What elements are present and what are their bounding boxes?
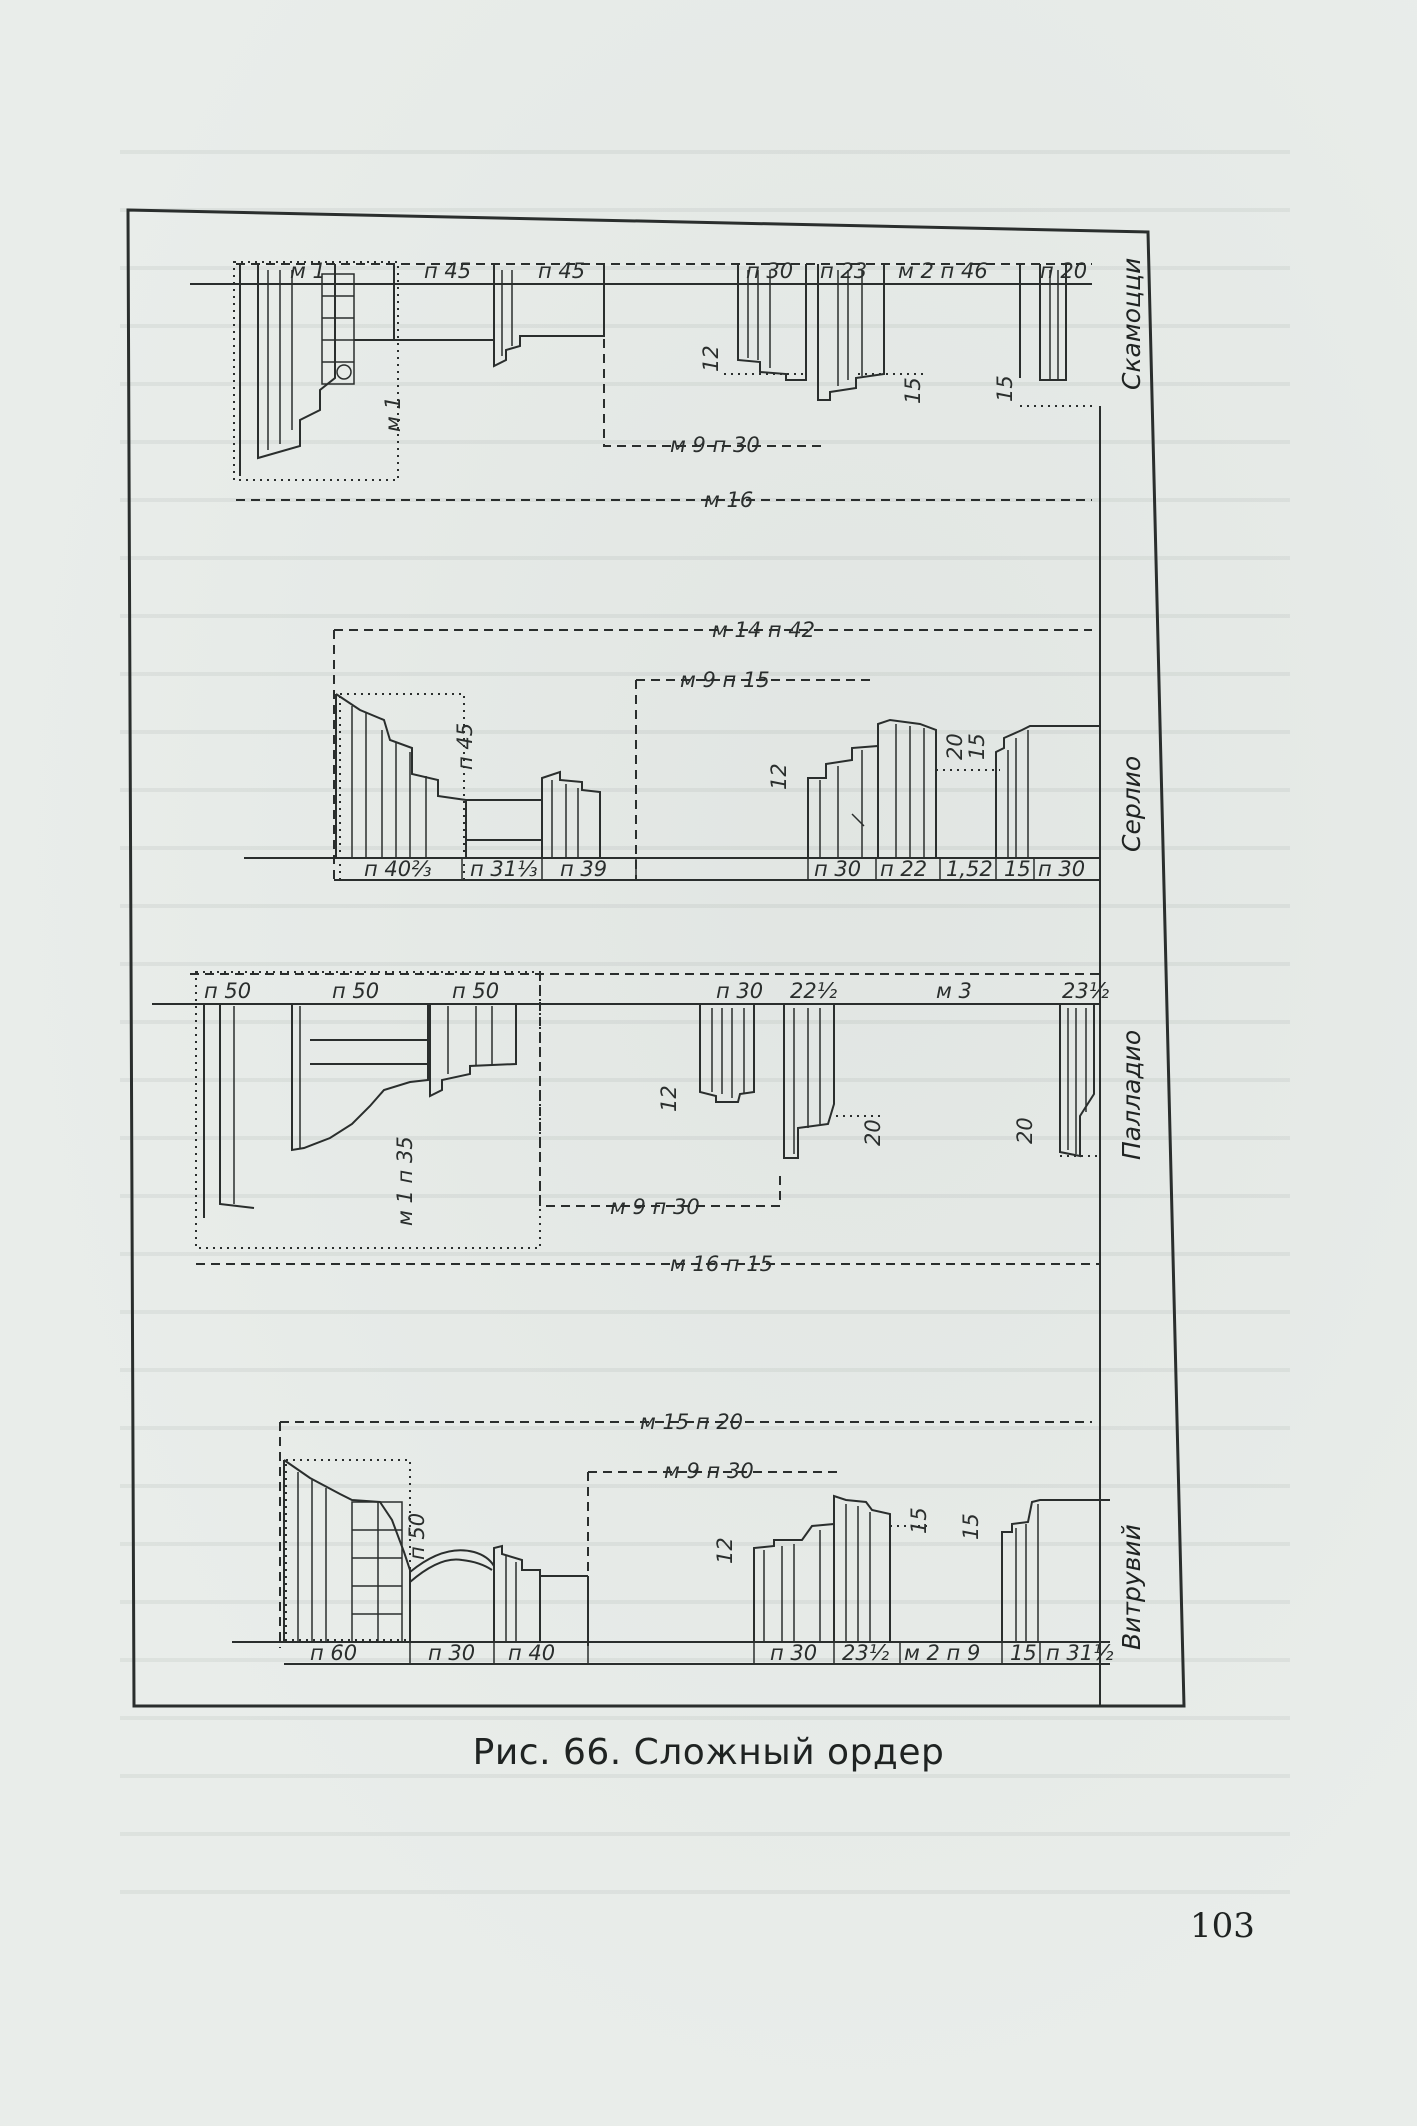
panel-4-label: п 40 xyxy=(508,1641,556,1665)
panel-2-label: п 22 xyxy=(880,857,928,881)
panel-2-label: 15 xyxy=(965,733,989,760)
panel-1-label: м 2 п 46 xyxy=(898,259,988,283)
panel-3-dimension: м 16 п 15 xyxy=(670,1252,774,1276)
cornice-profile xyxy=(204,1004,516,1218)
panel-4-label: п 60 xyxy=(310,1641,358,1665)
panel-2-label: п 30 xyxy=(814,857,862,881)
panel-1-label: м 1 xyxy=(381,396,405,432)
figure-frame xyxy=(128,210,1184,1706)
panel-3-label: п 30 xyxy=(716,979,764,1003)
panel-1-label: п 45 xyxy=(538,259,586,283)
panel-4-label: 15 xyxy=(959,1513,983,1540)
panel-4-dimension: м 15 п 20 xyxy=(640,1410,744,1434)
panel-4-dimension: м 9 п 30 xyxy=(664,1459,754,1483)
panel-2-label: п 30 xyxy=(1038,857,1086,881)
panel-3-label: п 50 xyxy=(204,979,252,1003)
panel-3-label: п 50 xyxy=(452,979,500,1003)
cornice-profile xyxy=(284,1460,494,1642)
panel-2-label: 1,52 xyxy=(946,857,993,881)
pedestal-outline xyxy=(340,694,464,880)
panel-4-label: 15 xyxy=(907,1507,931,1534)
pedestal-outline xyxy=(286,1460,410,1640)
figure-caption: Рис. 66. Сложный ордер xyxy=(472,1732,945,1773)
panel-3-label: 20 xyxy=(861,1119,885,1146)
panel-3-label: м 3 xyxy=(936,979,972,1003)
panel-2-label: п 31⅓ xyxy=(470,857,538,881)
author-label-serlio: Серлио xyxy=(1117,755,1146,852)
panel-scamozzi xyxy=(190,262,1092,500)
panel-4-label: 23½ xyxy=(842,1641,890,1665)
panel-1-label: п 45 xyxy=(424,259,472,283)
panel-3-dimension: м 9 п 30 xyxy=(610,1195,700,1219)
panel-4-label: 15 xyxy=(1010,1641,1037,1665)
capital-profile xyxy=(542,772,600,858)
panel-2-dimension: м 9 п 15 xyxy=(680,668,770,692)
page-number: 103 xyxy=(1190,1906,1255,1946)
author-label-scamozzi: Скамоцци xyxy=(1117,257,1146,390)
profile-group-d xyxy=(1020,264,1092,406)
panel-4-label: м 2 п 9 xyxy=(904,1641,981,1665)
panel-2-label: п 40⅔ xyxy=(364,857,432,881)
panel-1-label: 15 xyxy=(993,375,1017,402)
panel-2-label: 15 xyxy=(1004,857,1031,881)
panel-1-dimension: м 16 xyxy=(704,488,754,512)
panel-2-label: 20 xyxy=(943,733,967,760)
panel-3-label: 12 xyxy=(657,1085,681,1112)
panel-1-dimension: м 9 п 30 xyxy=(670,433,760,457)
profile-group-d xyxy=(1060,1004,1100,1156)
panel-1-label: п 23 xyxy=(820,259,868,283)
profile-group-c xyxy=(1002,1500,1110,1642)
panel-2-label: п 45 xyxy=(453,722,477,770)
panel-1-label: п 30 xyxy=(746,259,794,283)
panel-4-label: п 31½ xyxy=(1046,1641,1114,1665)
panel-4-label: п 50 xyxy=(405,1512,429,1560)
profile-group-c xyxy=(996,726,1100,858)
profile-group-b xyxy=(754,1496,928,1642)
author-label-palladio: Палладио xyxy=(1117,1029,1146,1160)
panel-palladio xyxy=(152,972,1100,1264)
panel-1-label: 15 xyxy=(901,377,925,404)
panel-2-dimension: м 14 п 42 xyxy=(712,618,816,642)
panel-3-label: п 50 xyxy=(332,979,380,1003)
profile-group-b xyxy=(700,1004,754,1102)
panel-3-label: м 1 п 35 xyxy=(393,1136,417,1226)
panel-2-label: 12 xyxy=(767,763,791,790)
author-label-vitruvius: Витрувий xyxy=(1117,1524,1146,1650)
cornice-profile xyxy=(240,264,494,476)
panel-4-label: п 30 xyxy=(428,1641,476,1665)
panel-1-label: 12 xyxy=(699,345,723,372)
panel-4-label: п 30 xyxy=(770,1641,818,1665)
panel-1-label: п 20 xyxy=(1040,259,1088,283)
panel-3-label: 22½ xyxy=(790,979,838,1003)
panel-3-label: 20 xyxy=(1013,1117,1037,1144)
panel-2-label: п 39 xyxy=(560,857,608,881)
panel-4-label: 12 xyxy=(713,1537,737,1564)
panel-3-label: 23½ xyxy=(1062,979,1110,1003)
cornice-profile xyxy=(336,694,542,858)
capital-profile xyxy=(494,1546,588,1642)
panel-1-label: м 1 xyxy=(290,259,326,283)
